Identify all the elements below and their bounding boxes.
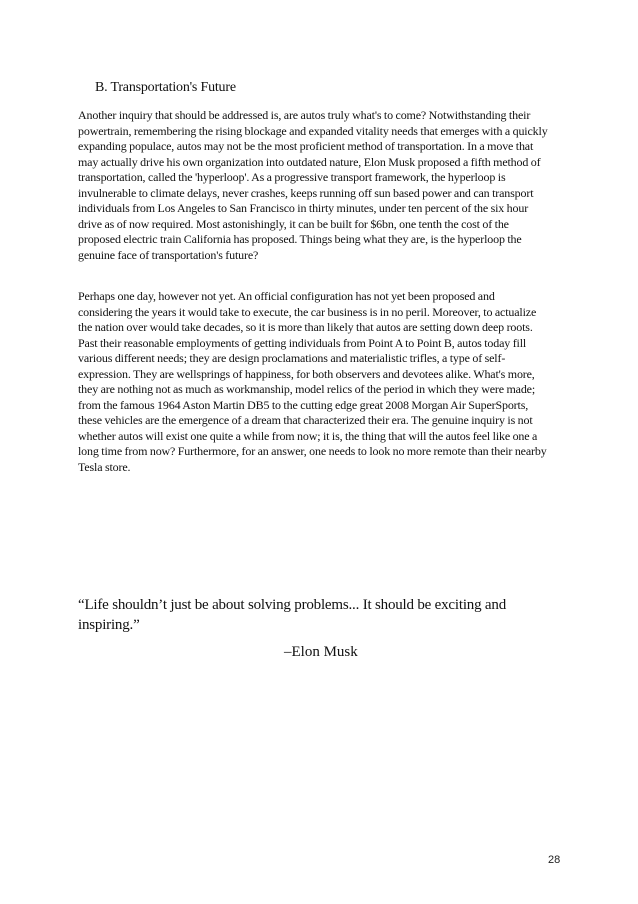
section-heading: B. Transportation's Future xyxy=(95,80,236,95)
quote-text: “Life shouldn’t just be about solving problems... It should be exciting and inspiring.” xyxy=(78,597,506,633)
body-paragraph-2: Perhaps one day, however not yet. An official configuration has not yet been proposed and considering the years it would take to execute, the car business is in no peril. Moreover, to actualize the nation over would take decades, so it is more than likely that autos are setting down deep roots. Past their reasonable employments of getting individuals from Point A to Point B, autos today fill various different needs; they are design proclamations and materialistic trifles, a type of self-expression. They are wellsprings of happiness, for both observers and devotees alike. What's more, they are nothing not as much as workmanship, model relics of the period in which they were made; from the famous 1964 Aston Martin DB5 to the cutting edge great 2008 Morgan Air SuperSports, these vehicles are the emergence of a dream that characterized their era. The genuine inquiry is not whether autos will exist one quite a while from now; it is, the thing that will the autos feel like one a long time from now? Furthermore, for an answer, one needs to look no more remote than their nearby Tesla store. xyxy=(78,289,547,474)
page-number: 28 xyxy=(548,854,561,866)
body-paragraph-1: Another inquiry that should be addressed is, are autos truly what's to come? Notwithstanding their powertrain, remembering the rising blockage and expanded vitality needs that emerges with a quickly expanding populace, autos may not be the most proficient method of transportation. In a move that may actually drive his own organization into outdated nature, Elon Musk proposed a fifth method of transportation, called the 'hyperloop'. As a progressive transport framework, the hyperloop is invulnerable to climate delays, never crashes, keeps running off sun based power and can transport individuals from Los Angeles to San Francisco in thirty minutes, under ten percent of the six hour drive as of now required. Most astonishingly, it can be built for $6bn, one tenth the cost of the proposed electric train California has proposed. Things being what they are, is the hyperloop the genuine face of transportation's future? xyxy=(78,108,548,262)
quote-author: –Elon Musk xyxy=(284,644,358,660)
